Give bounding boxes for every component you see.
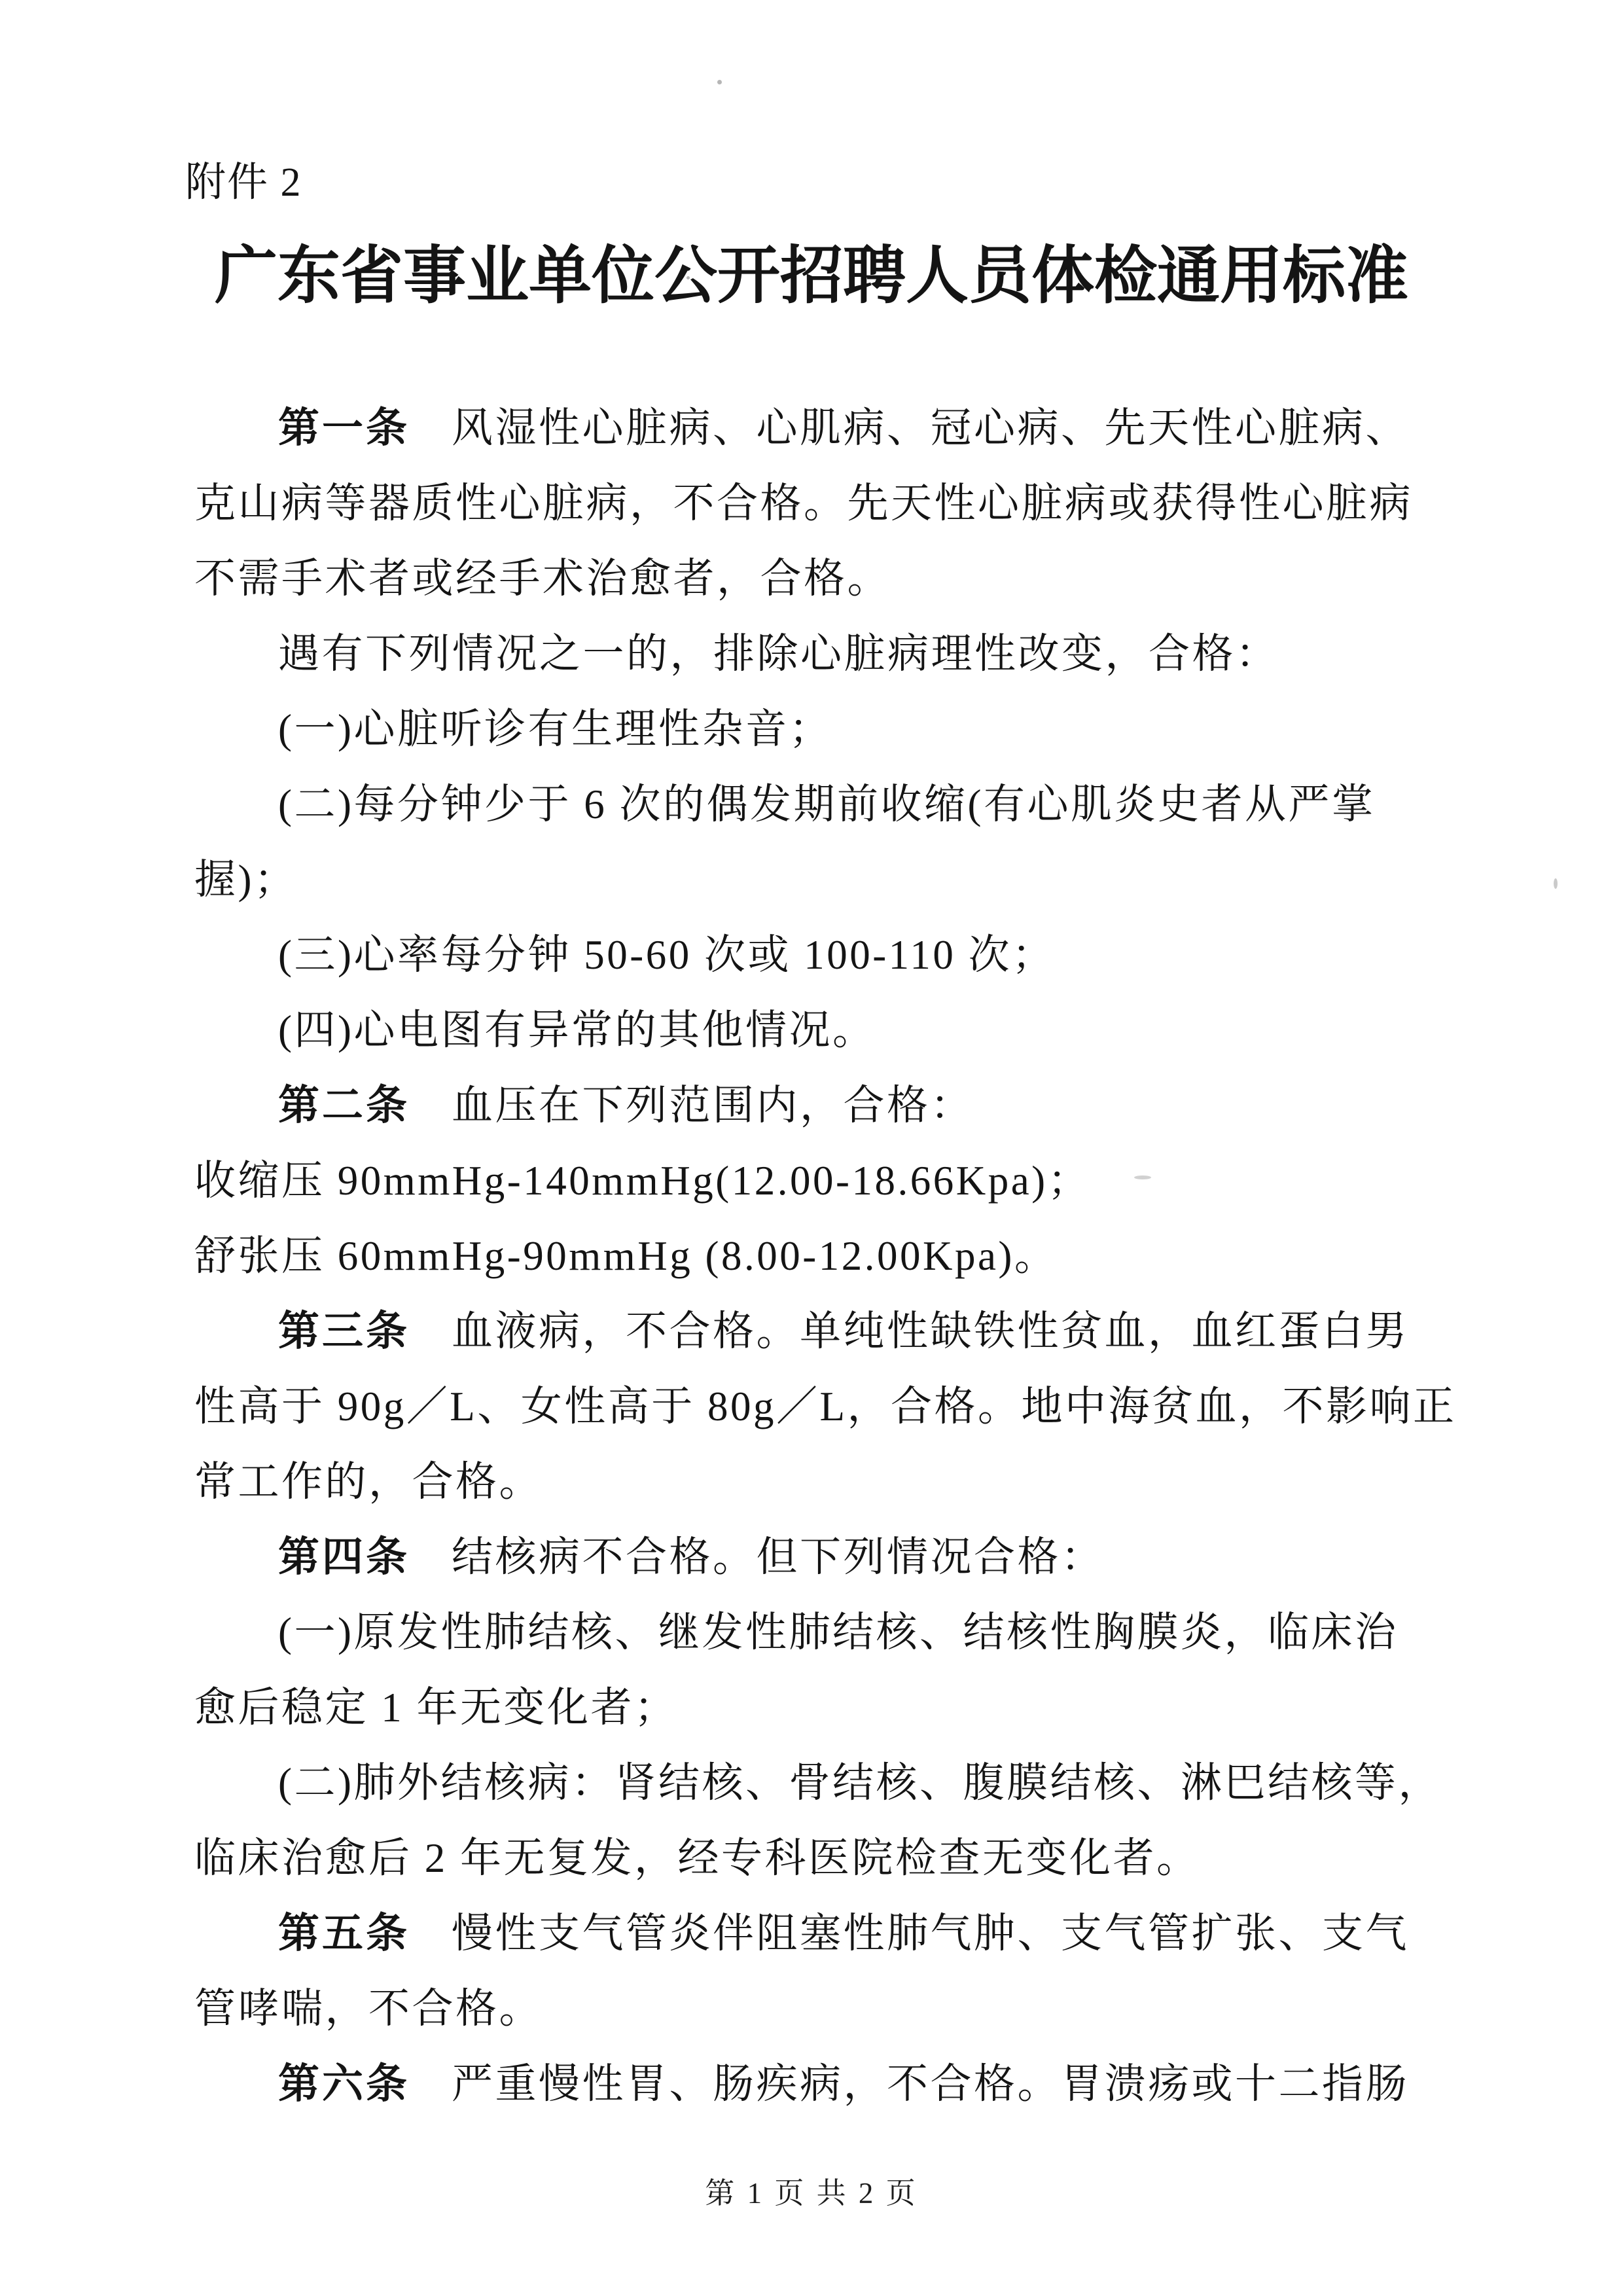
body-line — [194, 1971, 1436, 2047]
body-line — [194, 918, 1436, 993]
body-line-text: 不需手术者或经手术治愈者，合格。 — [194, 556, 891, 601]
body-line — [194, 1369, 1457, 1444]
body-line-text: 克山病等器质性心脏病，不合格。先天性心脏病或获得性心脏病 — [194, 480, 1413, 526]
body-line — [194, 1219, 1436, 1294]
body-line — [194, 1520, 1436, 1595]
body-line-text: 血液病，不合格。单纯性缺铁性贫血，血红蛋白男 — [452, 1308, 1409, 1354]
article-number: 第一条 — [278, 405, 410, 451]
page-footer: 第 1 页 共 2 页 — [705, 2177, 918, 2210]
body-line-text: (三)心率每分钟 50-60 次或 100-110 次； — [278, 932, 1056, 978]
body-line-text: 性高于 90g／L、女性高于 80g／L，合格。地中海贫血，不影响正 — [194, 1384, 1457, 1429]
body-line — [194, 692, 1436, 767]
body-line-text: 遇有下列情况之一的，排除心脏病理性改变，合格： — [278, 631, 1279, 677]
body-line-text: 慢性支气管炎伴阻塞性肺气肿、支气管扩张、支气 — [452, 1910, 1409, 1956]
article-number: 第五条 — [278, 1910, 410, 1956]
body-line-text: (二)肺外结核病：肾结核、骨结核、腹膜结核、淋巴结核等， — [278, 1760, 1442, 1806]
body-line — [194, 466, 1436, 541]
body-line — [194, 1068, 1436, 1143]
body-line-text: 常工作的，合格。 — [194, 1459, 543, 1505]
body-line-text: 舒张压 60mmHg-90mmHg (8.00-12.00Kpa)。 — [194, 1233, 1058, 1279]
body-line-text: (二)每分钟少于 6 次的偶发期前收缩(有心肌炎史者从严掌 — [278, 781, 1376, 827]
body-line — [194, 1746, 1442, 1821]
attachment-label: 附件 2 — [185, 160, 302, 205]
body-line — [194, 541, 1436, 617]
article-number: 第四条 — [278, 1534, 410, 1580]
body-line-text: 严重慢性胃、肠疾病，不合格。胃溃疡或十二指肠 — [452, 2061, 1409, 2107]
body-line — [194, 617, 1436, 692]
body-line-text: 握)； — [194, 857, 298, 903]
document-body — [194, 391, 1457, 2122]
body-line-text: (一)原发性肺结核、继发性肺结核、结核性胸膜炎，临床治 — [278, 1609, 1399, 1655]
article-number: 第三条 — [278, 1308, 410, 1354]
body-line — [194, 1896, 1436, 1971]
body-line — [194, 391, 1436, 466]
body-line-text: 风湿性心脏病、心肌病、冠心病、先天性心脏病、 — [452, 405, 1409, 451]
body-line — [194, 2047, 1436, 2122]
body-line — [194, 1670, 1436, 1746]
body-line-text: 结核病不合格。但下列情况合格： — [452, 1534, 1105, 1580]
body-line — [194, 1294, 1436, 1369]
article-number: 第六条 — [278, 2061, 410, 2107]
body-line-text: (一)心脏听诊有生理性杂音； — [278, 706, 832, 752]
body-line-text: 血压在下列范围内，合格： — [452, 1083, 974, 1128]
body-line-text: 管哮喘，不合格。 — [194, 1986, 543, 2032]
body-line — [194, 767, 1436, 842]
body-line — [194, 993, 1436, 1068]
body-line — [194, 842, 1436, 918]
body-line-text: 临床治愈后 2 年无复发，经专科医院检查无变化者。 — [194, 1835, 1200, 1881]
scan-speck — [1554, 878, 1558, 889]
body-line — [194, 1444, 1436, 1520]
body-line — [194, 1821, 1436, 1896]
page-title: 广东省事业单位公开招聘人员体检通用标准 — [215, 241, 1408, 311]
body-line-text: 愈后稳定 1 年无变化者； — [194, 1685, 678, 1731]
body-line — [194, 1595, 1436, 1670]
body-line — [194, 1143, 1436, 1219]
article-number: 第二条 — [278, 1083, 410, 1128]
body-line-text: (四)心电图有异常的其他情况。 — [278, 1007, 876, 1053]
scan-speck — [717, 80, 722, 84]
body-line-text: 收缩压 90mmHg-140mmHg(12.00-18.66Kpa)； — [194, 1158, 1092, 1204]
